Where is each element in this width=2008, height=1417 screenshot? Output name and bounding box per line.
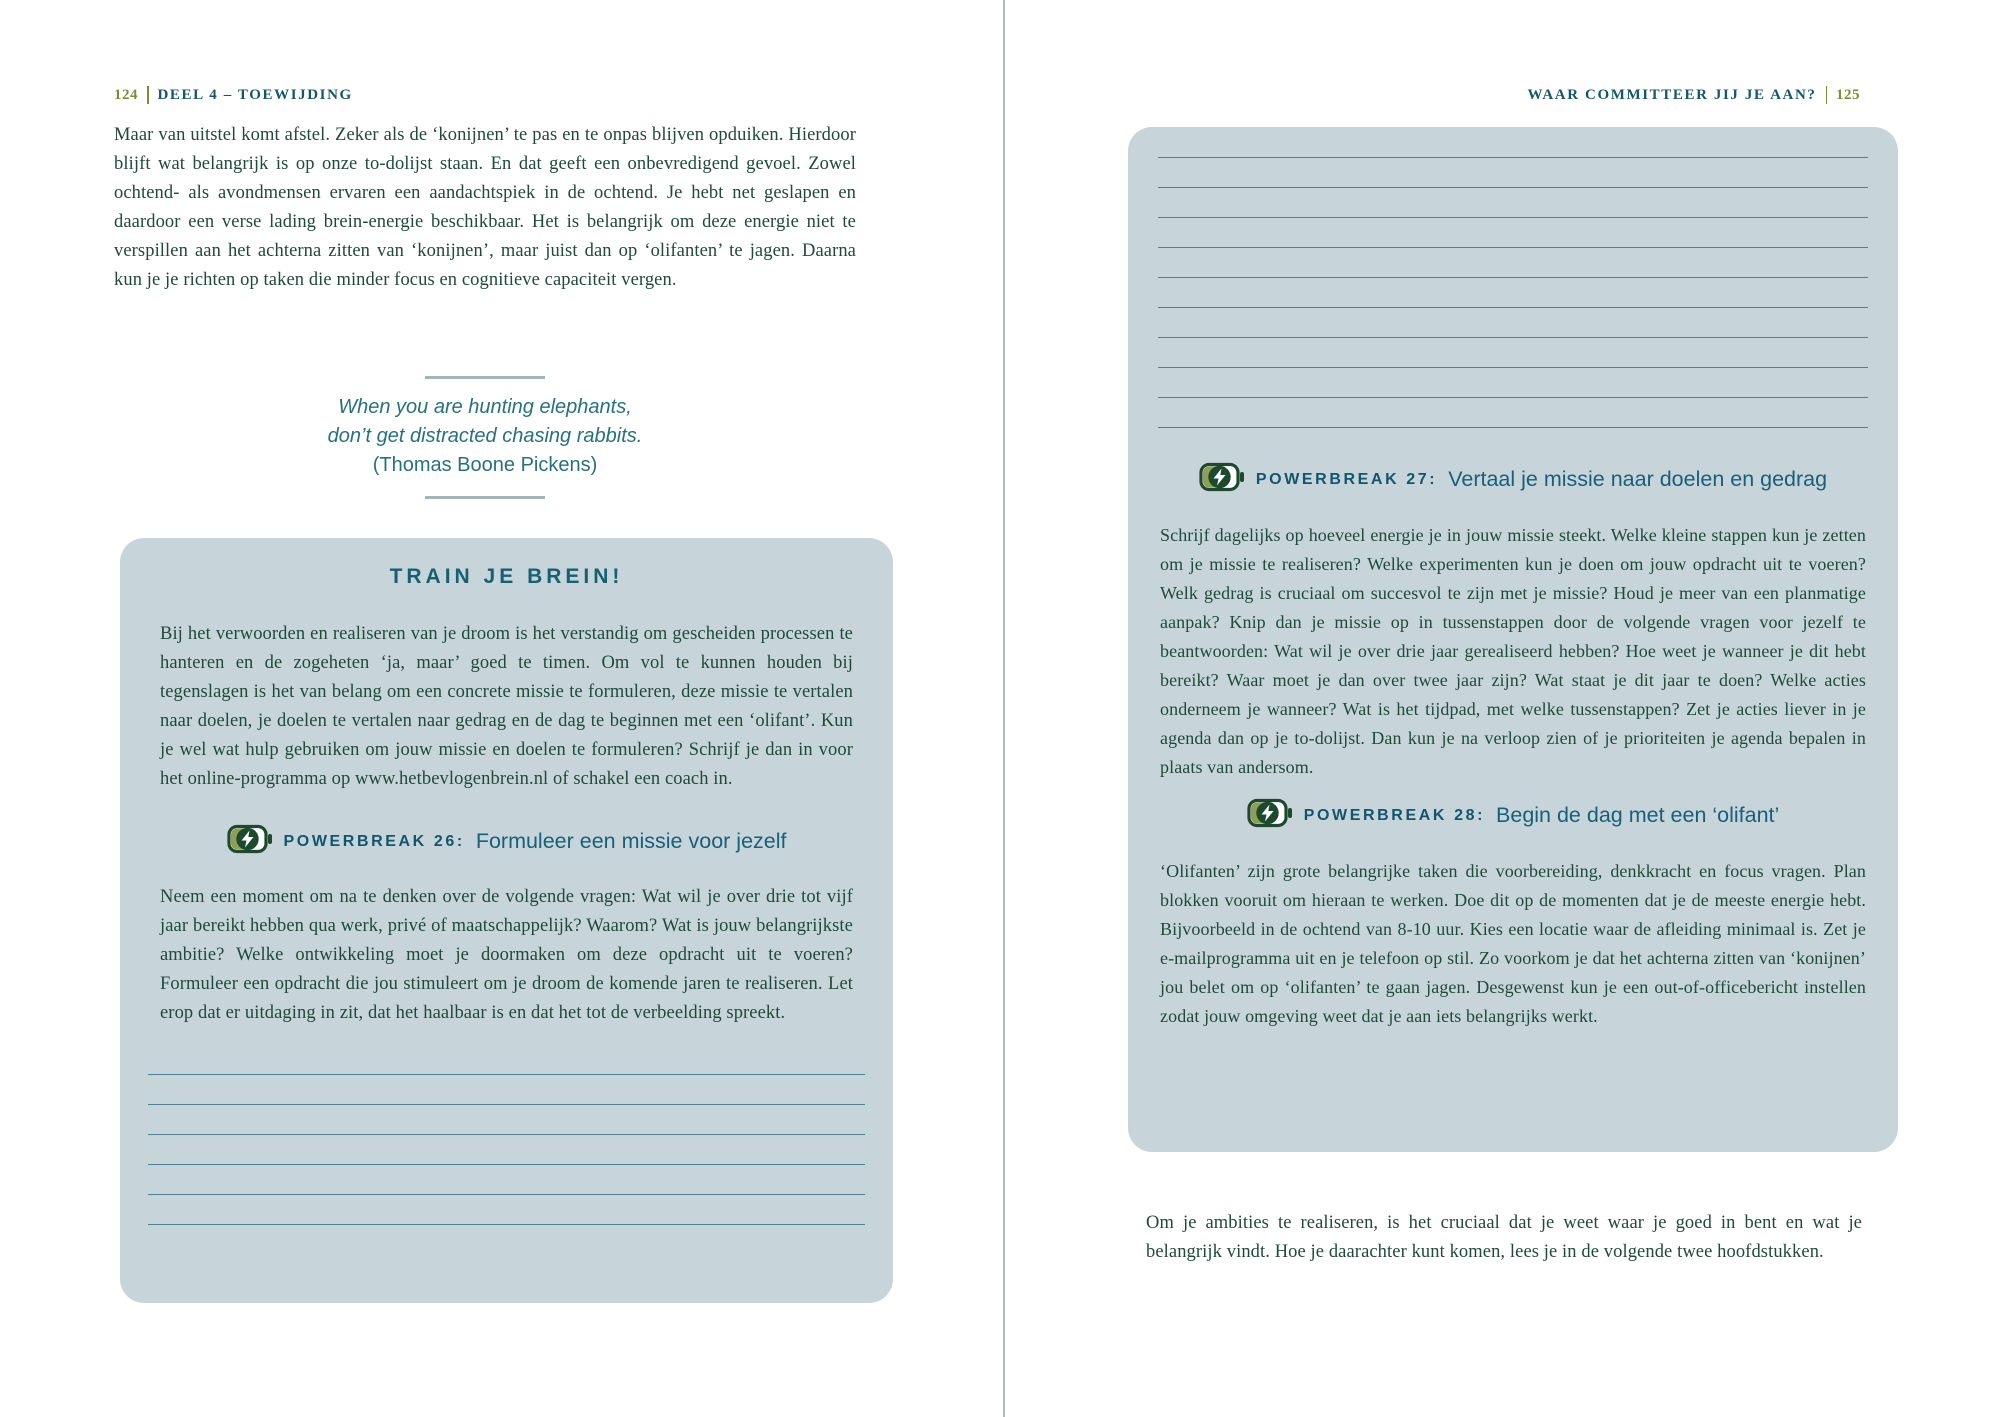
ruled-line [1158,308,1868,338]
battery-bolt-icon [1247,798,1293,828]
battery-icon-slot [1247,798,1293,833]
quote-line: don’t get distracted chasing rabbits. [327,425,643,447]
ruled-line [148,1135,865,1165]
ruled-line [1158,248,1868,278]
powerbreak-27-heading [1128,462,1898,497]
ruled-line [148,1045,865,1075]
ruled-line [148,1165,865,1195]
page-number: 125 [1836,86,1860,103]
powerbreak-27-paragraph: Schrijf dagelijks op hoeveel energie je in jouw missie steekt. Welke kleine stappen kun je zetten om je missie te realiseren? Welke experimenten kun je doen om jouw opdracht uit te voeren? Welk gedrag is cruciaal om succesvol te zijn met je missie? Houd je meer van een planmatige aanpak? Knip dan je missie op in tussenstappen door de volgende vragen voor jezelf te beantwoorden: Wat wil je over drie jaar gerealiseerd hebben? Hoe weet je wanneer je dit hebt bereikt? Waar moet je dan over twee jaar zijn? Wat staat je dit jaar te doen? Welke acties onderneem je wanneer? Wat is het tijdpad, met welke tussenstappen? Zet je acties liever in je agenda dan op je to-dolijst. Dan kun je na verloop zien of je prioriteiten je agenda bepalen in plaats van andersom. [1160,525,1866,777]
powerbreak-title: Begin de dag met een ‘olifant’ [1496,803,1780,827]
powerbreak-28-paragraph: ‘Olifanten’ zijn grote belangrijke taken die voorbereiding, denkkracht en focus vragen. Plan blokken vooruit om hieraan te werken. Doe dit op de momenten dat je de meeste energie hebt. Bijvoorbeeld in de ochtend van 8-10 uur. Kies een locatie waar de afleiding minimaal is. Zet je e-mailprogramma uit en je telefoon op stil. Zo voorkom je dat het achterna zitten van ‘konijnen’ jou belet om op ‘olifanten’ te gaan jagen. Desgewenst kun je een out-of-officebericht instellen zodat jouw omgeving weet dat je aan iets belangrijks werkt. [1160,861,1866,1026]
quote-divider-bottom [425,496,545,499]
ruled-line [1158,368,1868,398]
ruled-lines [1158,128,1868,428]
powerbreak-box-right [1128,127,1898,1152]
ruled-line [148,1105,865,1135]
quote [114,393,856,480]
powerbreak-28-heading [1128,798,1898,833]
ruled-line [1158,278,1868,308]
ruled-line [1158,338,1868,368]
powerbreak-title: Formuleer een missie voor jezelf [475,829,787,853]
ruled-line [1158,158,1868,188]
battery-icon-slot [1199,462,1245,497]
battery-bolt-icon [1199,462,1245,492]
powerbreak-label: POWERBREAK 28: [1303,806,1486,824]
page-gutter-divider [1003,0,1005,1417]
powerbreak-label: POWERBREAK 26: [283,832,465,850]
ruled-line [1158,218,1868,248]
ruled-line [148,1075,865,1105]
quote-attribution: (Thomas Boone Pickens) [372,454,598,476]
box-title: TRAIN JE BREIN! [389,565,624,588]
intro-paragraph: Maar van uitstel komt afstel. Zeker als de ‘konijnen’ te pas en te onpas blijven opduiken. Hierdoor blijft wat belangrijk is op onze to-dolijst staan. En dat geeft een onbevredigend gevoel. Zowel ochtend- als avondmensen ervaren een aandachtspiek in de ochtend. Je hebt net geslapen en daardoor een verse lading brein-energie beschikbaar. Het is belangrijk om deze energie niet te verspillen aan het achterna zitten van ‘konijnen’, maar juist dan op ‘olifanten’ te jagen. Daarna kun je je richten op taken die minder focus en cognitieve capaciteit vergen. [114,124,856,290]
train-je-brein-box [120,538,893,1303]
chapter-title: DEEL 4 – TOEWIJDING [157,86,353,103]
powerbreak-title: Vertaal je missie naar doelen en gedrag [1448,467,1828,491]
quote-block [114,376,856,499]
chapter-title: WAAR COMMITTEER JIJ JE AAN? [1527,86,1817,103]
outro-paragraph: Om je ambities te realiseren, is het cruciaal dat je weet waar je goed in bent en wat je belangrijk vindt. Hoe je daarachter kunt komen, lees je in de volgende twee hoofdstukken. [1146,1212,1862,1262]
ruled-line [1158,128,1868,158]
battery-icon-slot [227,824,273,859]
page-number: 124 [114,86,138,103]
powerbreak-26-heading [120,824,893,859]
powerbreak-label: POWERBREAK 27: [1255,470,1438,488]
box-paragraph: Bij het verwoorden en realiseren van je droom is het verstandig om gescheiden processen te hanteren en de zogeheten ‘ja, maar’ goed te timen. Om vol te kunnen houden bij tegenslagen is het van belang om een concrete missie te formuleren, deze missie te vertalen naar doelen, je doelen te vertalen naar gedrag en de dag te beginnen met een ‘olifant’. Kun je wel wat hulp gebruiken om jouw missie en doelen te formuleren? Schrijf je dan in voor het online-programma op www.hetbevlogenbrein.nl of schakel een coach in. [160,624,853,789]
header-separator [147,86,149,104]
ruled-lines [148,1045,865,1225]
ruled-line [1158,398,1868,428]
battery-bolt-icon [227,824,273,854]
running-head-left [114,86,353,104]
quote-divider-top [425,376,545,379]
ruled-line [1158,188,1868,218]
header-separator [1826,86,1828,104]
running-head-right [1527,86,1860,104]
powerbreak-26-paragraph: Neem een moment om na te denken over de volgende vragen: Wat wil je over drie tot vijf jaar bereikt hebben qua werk, privé of maatschappelijk? Waarom? Wat is jouw belangrijkste ambitie? Welke ontwikkeling moet je doormaken om deze opdracht uit te voeren? Formuleer een opdracht die jou stimuleert om je droom de komende jaren te realiseren. Let erop dat er uitdaging in zit, dat het haalbaar is en dat het tot de verbeelding spreekt. [160,887,853,1023]
quote-line: When you are hunting elephants, [338,396,632,418]
ruled-line [148,1195,865,1225]
